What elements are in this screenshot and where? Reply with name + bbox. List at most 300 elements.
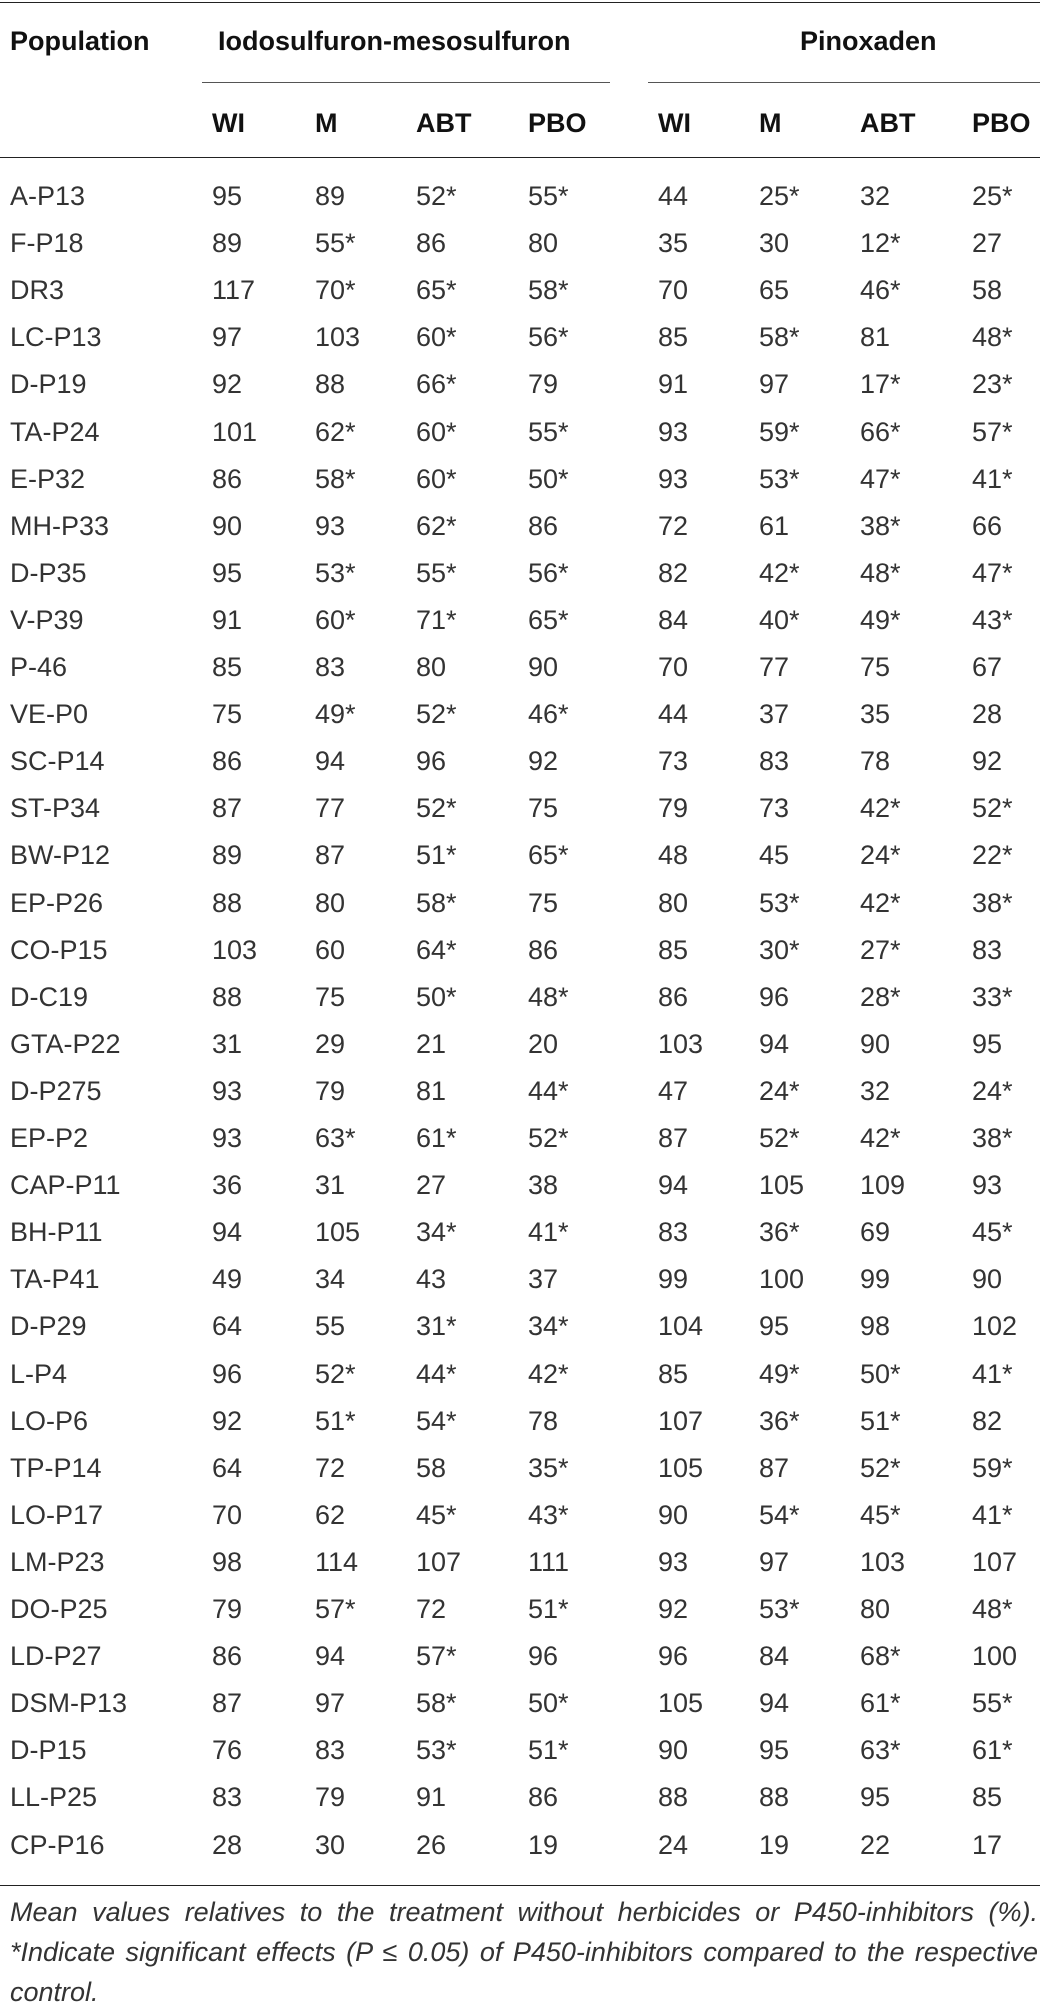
cell-population: LC-P13 bbox=[10, 322, 102, 352]
cell-abt-iodo: 58* bbox=[416, 888, 457, 918]
group-rule-pinoxaden bbox=[648, 82, 1040, 83]
cell-abt-iodo: 50* bbox=[416, 982, 457, 1012]
cell-wi-pinox: 35 bbox=[658, 228, 689, 258]
cell-abt-pinox: 69 bbox=[860, 1217, 891, 1247]
group-rule-iodosulfuron bbox=[202, 82, 610, 83]
cell-abt-pinox: 46* bbox=[860, 275, 901, 305]
subheader-abt-2: ABT bbox=[860, 108, 916, 138]
cell-abt-pinox: 42* bbox=[860, 1123, 901, 1153]
cell-wi-pinox: 91 bbox=[658, 369, 689, 399]
cell-pbo-pinox: 22* bbox=[972, 840, 1013, 870]
cell-m-iodo: 105 bbox=[315, 1217, 361, 1247]
cell-wi-pinox: 103 bbox=[658, 1029, 704, 1059]
cell-abt-pinox: 17* bbox=[860, 369, 901, 399]
cell-population: F-P18 bbox=[10, 228, 84, 258]
cell-m-pinox: 96 bbox=[759, 982, 790, 1012]
cell-population: D-P19 bbox=[10, 369, 87, 399]
cell-m-pinox: 87 bbox=[759, 1453, 790, 1483]
cell-wi-pinox: 83 bbox=[658, 1217, 689, 1247]
cell-m-iodo: 51* bbox=[315, 1406, 356, 1436]
cell-abt-iodo: 62* bbox=[416, 511, 457, 541]
cell-pbo-pinox: 48* bbox=[972, 322, 1013, 352]
cell-wi-iodo: 98 bbox=[212, 1547, 243, 1577]
cell-m-pinox: 40* bbox=[759, 605, 800, 635]
cell-abt-pinox: 66* bbox=[860, 417, 901, 447]
cell-m-iodo: 52* bbox=[315, 1359, 356, 1389]
cell-wi-iodo: 93 bbox=[212, 1123, 243, 1153]
cell-m-iodo: 89 bbox=[315, 181, 346, 211]
cell-wi-pinox: 85 bbox=[658, 935, 689, 965]
cell-pbo-iodo: 86 bbox=[528, 1782, 559, 1812]
cell-pbo-iodo: 41* bbox=[528, 1217, 569, 1247]
header-rule bbox=[0, 157, 1040, 158]
cell-pbo-iodo: 80 bbox=[528, 228, 559, 258]
cell-abt-iodo: 60* bbox=[416, 417, 457, 447]
cell-abt-iodo: 52* bbox=[416, 181, 457, 211]
cell-m-pinox: 30* bbox=[759, 935, 800, 965]
cell-abt-pinox: 28* bbox=[860, 982, 901, 1012]
cell-abt-iodo: 21 bbox=[416, 1029, 447, 1059]
table-footnote: Mean values relatives to the treatment without herbicides or P450-inhibitors (%). *Indicate significant effects (P ≤ 0.05) of P450-inhibitors compared to the respective control. bbox=[10, 1897, 1038, 2007]
cell-abt-pinox: 78 bbox=[860, 746, 891, 776]
cell-abt-pinox: 52* bbox=[860, 1453, 901, 1483]
cell-wi-iodo: 87 bbox=[212, 1688, 243, 1718]
cell-m-iodo: 83 bbox=[315, 652, 346, 682]
cell-pbo-iodo: 42* bbox=[528, 1359, 569, 1389]
cell-population: DR3 bbox=[10, 275, 65, 305]
cell-abt-pinox: 50* bbox=[860, 1359, 901, 1389]
cell-m-pinox: 24* bbox=[759, 1076, 800, 1106]
cell-abt-iodo: 45* bbox=[416, 1500, 457, 1530]
cell-m-pinox: 49* bbox=[759, 1359, 800, 1389]
cell-abt-pinox: 32 bbox=[860, 1076, 891, 1106]
cell-abt-iodo: 81 bbox=[416, 1076, 447, 1106]
subheader-pbo-1: PBO bbox=[528, 108, 587, 138]
cell-population: A-P13 bbox=[10, 181, 86, 211]
cell-wi-iodo: 75 bbox=[212, 699, 243, 729]
subheader-wi-2: WI bbox=[658, 108, 691, 138]
cell-abt-iodo: 52* bbox=[416, 793, 457, 823]
cell-abt-pinox: 47* bbox=[860, 464, 901, 494]
cell-pbo-pinox: 57* bbox=[972, 417, 1013, 447]
cell-pbo-iodo: 56* bbox=[528, 558, 569, 588]
cell-abt-pinox: 61* bbox=[860, 1688, 901, 1718]
cell-m-pinox: 53* bbox=[759, 888, 800, 918]
cell-pbo-iodo: 65* bbox=[528, 605, 569, 635]
cell-pbo-iodo: 86 bbox=[528, 511, 559, 541]
cell-wi-pinox: 44 bbox=[658, 181, 689, 211]
cell-abt-iodo: 51* bbox=[416, 840, 457, 870]
cell-population: D-P15 bbox=[10, 1735, 87, 1765]
cell-m-iodo: 80 bbox=[315, 888, 346, 918]
cell-pbo-pinox: 55* bbox=[972, 1688, 1013, 1718]
cell-wi-pinox: 94 bbox=[658, 1170, 689, 1200]
cell-population: CO-P15 bbox=[10, 935, 108, 965]
cell-wi-pinox: 47 bbox=[658, 1076, 689, 1106]
cell-abt-iodo: 65* bbox=[416, 275, 457, 305]
top-rule bbox=[0, 2, 1040, 3]
cell-abt-iodo: 72 bbox=[416, 1594, 447, 1624]
group-header-pinoxaden: Pinoxaden bbox=[800, 26, 937, 56]
cell-pbo-iodo: 52* bbox=[528, 1123, 569, 1153]
cell-abt-iodo: 61* bbox=[416, 1123, 457, 1153]
cell-wi-iodo: 36 bbox=[212, 1170, 243, 1200]
cell-m-pinox: 19 bbox=[759, 1830, 790, 1860]
cell-wi-iodo: 88 bbox=[212, 982, 243, 1012]
cell-pbo-pinox: 107 bbox=[972, 1547, 1018, 1577]
cell-pbo-pinox: 24* bbox=[972, 1076, 1013, 1106]
cell-pbo-pinox: 41* bbox=[972, 1359, 1013, 1389]
cell-m-pinox: 42* bbox=[759, 558, 800, 588]
cell-pbo-pinox: 25* bbox=[972, 181, 1013, 211]
cell-population: LO-P17 bbox=[10, 1500, 104, 1530]
cell-pbo-pinox: 95 bbox=[972, 1029, 1003, 1059]
cell-abt-pinox: 109 bbox=[860, 1170, 906, 1200]
cell-abt-iodo: 58 bbox=[416, 1453, 447, 1483]
cell-pbo-pinox: 59* bbox=[972, 1453, 1013, 1483]
bottom-rule bbox=[0, 1885, 1040, 1886]
cell-abt-iodo: 31* bbox=[416, 1311, 457, 1341]
cell-pbo-pinox: 66 bbox=[972, 511, 1003, 541]
cell-m-iodo: 88 bbox=[315, 369, 346, 399]
cell-population: D-P35 bbox=[10, 558, 87, 588]
cell-wi-iodo: 91 bbox=[212, 605, 243, 635]
cell-pbo-iodo: 79 bbox=[528, 369, 559, 399]
cell-m-pinox: 77 bbox=[759, 652, 790, 682]
cell-abt-pinox: 80 bbox=[860, 1594, 891, 1624]
cell-population: TA-P24 bbox=[10, 417, 100, 447]
cell-m-iodo: 31 bbox=[315, 1170, 346, 1200]
cell-wi-pinox: 105 bbox=[658, 1453, 704, 1483]
cell-pbo-iodo: 35* bbox=[528, 1453, 569, 1483]
subheader-m-2: M bbox=[759, 108, 782, 138]
cell-pbo-pinox: 83 bbox=[972, 935, 1003, 965]
cell-abt-iodo: 26 bbox=[416, 1830, 447, 1860]
cell-pbo-iodo: 50* bbox=[528, 1688, 569, 1718]
cell-abt-pinox: 63* bbox=[860, 1735, 901, 1765]
cell-pbo-iodo: 75 bbox=[528, 888, 559, 918]
cell-wi-pinox: 85 bbox=[658, 322, 689, 352]
cell-pbo-iodo: 90 bbox=[528, 652, 559, 682]
cell-wi-pinox: 90 bbox=[658, 1500, 689, 1530]
cell-pbo-pinox: 41* bbox=[972, 1500, 1013, 1530]
cell-wi-iodo: 90 bbox=[212, 511, 243, 541]
cell-m-iodo: 70* bbox=[315, 275, 356, 305]
cell-m-pinox: 36* bbox=[759, 1217, 800, 1247]
cell-pbo-iodo: 96 bbox=[528, 1641, 559, 1671]
cell-pbo-iodo: 20 bbox=[528, 1029, 559, 1059]
cell-m-iodo: 93 bbox=[315, 511, 346, 541]
cell-m-iodo: 55 bbox=[315, 1311, 346, 1341]
cell-population: L-P4 bbox=[10, 1359, 68, 1389]
cell-population: LM-P23 bbox=[10, 1547, 105, 1577]
cell-abt-iodo: 71* bbox=[416, 605, 457, 635]
cell-m-pinox: 45 bbox=[759, 840, 790, 870]
cell-abt-iodo: 55* bbox=[416, 558, 457, 588]
cell-abt-iodo: 64* bbox=[416, 935, 457, 965]
cell-abt-pinox: 12* bbox=[860, 228, 901, 258]
cell-pbo-iodo: 46* bbox=[528, 699, 569, 729]
cell-population: DO-P25 bbox=[10, 1594, 108, 1624]
cell-wi-pinox: 80 bbox=[658, 888, 689, 918]
cell-population: VE-P0 bbox=[10, 699, 89, 729]
cell-wi-iodo: 92 bbox=[212, 1406, 243, 1436]
cell-m-pinox: 54* bbox=[759, 1500, 800, 1530]
cell-pbo-iodo: 55* bbox=[528, 417, 569, 447]
cell-wi-iodo: 89 bbox=[212, 228, 243, 258]
cell-m-pinox: 53* bbox=[759, 464, 800, 494]
cell-pbo-pinox: 27 bbox=[972, 228, 1003, 258]
cell-abt-pinox: 75 bbox=[860, 652, 891, 682]
cell-m-iodo: 77 bbox=[315, 793, 346, 823]
cell-pbo-pinox: 61* bbox=[972, 1735, 1013, 1765]
cell-pbo-pinox: 58 bbox=[972, 275, 1003, 305]
subheader-m-1: M bbox=[315, 108, 338, 138]
cell-population: DSM-P13 bbox=[10, 1688, 128, 1718]
cell-m-pinox: 36* bbox=[759, 1406, 800, 1436]
cell-pbo-iodo: 34* bbox=[528, 1311, 569, 1341]
cell-m-iodo: 60* bbox=[315, 605, 356, 635]
cell-wi-pinox: 70 bbox=[658, 275, 689, 305]
cell-wi-pinox: 90 bbox=[658, 1735, 689, 1765]
cell-wi-pinox: 70 bbox=[658, 652, 689, 682]
cell-pbo-iodo: 50* bbox=[528, 464, 569, 494]
cell-wi-iodo: 79 bbox=[212, 1594, 243, 1624]
cell-wi-iodo: 87 bbox=[212, 793, 243, 823]
cell-population: BH-P11 bbox=[10, 1217, 103, 1247]
cell-pbo-pinox: 102 bbox=[972, 1311, 1018, 1341]
cell-m-pinox: 61 bbox=[759, 511, 790, 541]
cell-m-iodo: 87 bbox=[315, 840, 346, 870]
cell-m-pinox: 84 bbox=[759, 1641, 790, 1671]
cell-abt-iodo: 60* bbox=[416, 464, 457, 494]
cell-population: E-P32 bbox=[10, 464, 86, 494]
cell-population: EP-P26 bbox=[10, 888, 104, 918]
cell-pbo-pinox: 100 bbox=[972, 1641, 1018, 1671]
cell-abt-pinox: 48* bbox=[860, 558, 901, 588]
cell-m-pinox: 88 bbox=[759, 1782, 790, 1812]
cell-population: GTA-P22 bbox=[10, 1029, 121, 1059]
cell-m-iodo: 62 bbox=[315, 1500, 346, 1530]
cell-m-iodo: 94 bbox=[315, 746, 346, 776]
cell-wi-iodo: 96 bbox=[212, 1359, 243, 1389]
cell-wi-pinox: 24 bbox=[658, 1830, 689, 1860]
cell-abt-pinox: 38* bbox=[860, 511, 901, 541]
cell-abt-pinox: 51* bbox=[860, 1406, 901, 1436]
cell-population: BW-P12 bbox=[10, 840, 111, 870]
cell-m-iodo: 55* bbox=[315, 228, 356, 258]
cell-m-pinox: 100 bbox=[759, 1264, 805, 1294]
cell-population: EP-P2 bbox=[10, 1123, 89, 1153]
cell-abt-pinox: 68* bbox=[860, 1641, 901, 1671]
cell-pbo-iodo: 44* bbox=[528, 1076, 569, 1106]
cell-abt-pinox: 45* bbox=[860, 1500, 901, 1530]
cell-m-pinox: 37 bbox=[759, 699, 790, 729]
cell-wi-pinox: 85 bbox=[658, 1359, 689, 1389]
cell-wi-pinox: 88 bbox=[658, 1782, 689, 1812]
cell-abt-iodo: 53* bbox=[416, 1735, 457, 1765]
cell-pbo-iodo: 51* bbox=[528, 1594, 569, 1624]
cell-m-iodo: 34 bbox=[315, 1264, 346, 1294]
cell-wi-iodo: 70 bbox=[212, 1500, 243, 1530]
cell-pbo-pinox: 17 bbox=[972, 1830, 1003, 1860]
cell-abt-iodo: 86 bbox=[416, 228, 447, 258]
cell-abt-pinox: 42* bbox=[860, 793, 901, 823]
cell-pbo-iodo: 51* bbox=[528, 1735, 569, 1765]
cell-abt-iodo: 80 bbox=[416, 652, 447, 682]
cell-wi-iodo: 76 bbox=[212, 1735, 243, 1765]
cell-population: MH-P33 bbox=[10, 511, 110, 541]
cell-abt-pinox: 27* bbox=[860, 935, 901, 965]
cell-abt-iodo: 58* bbox=[416, 1688, 457, 1718]
cell-pbo-iodo: 55* bbox=[528, 181, 569, 211]
cell-m-pinox: 95 bbox=[759, 1311, 790, 1341]
cell-abt-pinox: 22 bbox=[860, 1830, 891, 1860]
cell-m-pinox: 30 bbox=[759, 228, 790, 258]
cell-m-pinox: 97 bbox=[759, 1547, 790, 1577]
cell-abt-iodo: 54* bbox=[416, 1406, 457, 1436]
cell-pbo-pinox: 23* bbox=[972, 369, 1013, 399]
cell-m-pinox: 73 bbox=[759, 793, 790, 823]
cell-wi-iodo: 95 bbox=[212, 181, 243, 211]
cell-pbo-pinox: 48* bbox=[972, 1594, 1013, 1624]
cell-pbo-pinox: 85 bbox=[972, 1782, 1003, 1812]
cell-m-pinox: 25* bbox=[759, 181, 800, 211]
cell-wi-iodo: 95 bbox=[212, 558, 243, 588]
cell-m-iodo: 79 bbox=[315, 1076, 346, 1106]
cell-pbo-iodo: 56* bbox=[528, 322, 569, 352]
cell-m-pinox: 52* bbox=[759, 1123, 800, 1153]
cell-m-pinox: 105 bbox=[759, 1170, 805, 1200]
cell-m-iodo: 29 bbox=[315, 1029, 346, 1059]
cell-m-pinox: 58* bbox=[759, 322, 800, 352]
cell-abt-iodo: 107 bbox=[416, 1547, 462, 1577]
cell-wi-pinox: 72 bbox=[658, 511, 689, 541]
cell-m-iodo: 114 bbox=[315, 1547, 359, 1577]
cell-population: LO-P6 bbox=[10, 1406, 89, 1436]
cell-population: CAP-P11 bbox=[10, 1170, 121, 1200]
cell-pbo-iodo: 37 bbox=[528, 1264, 559, 1294]
cell-wi-iodo: 64 bbox=[212, 1311, 243, 1341]
cell-wi-iodo: 89 bbox=[212, 840, 243, 870]
cell-pbo-pinox: 43* bbox=[972, 605, 1013, 635]
cell-abt-pinox: 35 bbox=[860, 699, 891, 729]
cell-pbo-pinox: 92 bbox=[972, 746, 1003, 776]
cell-abt-iodo: 34* bbox=[416, 1217, 457, 1247]
cell-m-iodo: 60 bbox=[315, 935, 346, 965]
group-header-iodosulfuron-mesosulfuron: Iodosulfuron-mesosulfuron bbox=[218, 26, 571, 56]
cell-m-iodo: 83 bbox=[315, 1735, 346, 1765]
cell-pbo-iodo: 19 bbox=[528, 1830, 559, 1860]
cell-wi-iodo: 117 bbox=[212, 275, 256, 305]
cell-abt-iodo: 57* bbox=[416, 1641, 457, 1671]
cell-wi-iodo: 94 bbox=[212, 1217, 243, 1247]
cell-wi-iodo: 83 bbox=[212, 1782, 243, 1812]
cell-pbo-pinox: 47* bbox=[972, 558, 1013, 588]
cell-wi-iodo: 93 bbox=[212, 1076, 243, 1106]
cell-wi-iodo: 97 bbox=[212, 322, 243, 352]
cell-m-iodo: 62* bbox=[315, 417, 356, 447]
cell-pbo-pinox: 38* bbox=[972, 888, 1013, 918]
cell-wi-iodo: 28 bbox=[212, 1830, 243, 1860]
cell-wi-iodo: 103 bbox=[212, 935, 258, 965]
cell-abt-pinox: 24* bbox=[860, 840, 901, 870]
cell-abt-iodo: 66* bbox=[416, 369, 457, 399]
cell-m-iodo: 57* bbox=[315, 1594, 356, 1624]
cell-pbo-iodo: 92 bbox=[528, 746, 559, 776]
cell-abt-pinox: 81 bbox=[860, 322, 891, 352]
cell-abt-pinox: 49* bbox=[860, 605, 901, 635]
cell-pbo-pinox: 33* bbox=[972, 982, 1013, 1012]
cell-wi-iodo: 92 bbox=[212, 369, 243, 399]
cell-wi-pinox: 87 bbox=[658, 1123, 689, 1153]
cell-pbo-iodo: 38 bbox=[528, 1170, 559, 1200]
cell-m-pinox: 95 bbox=[759, 1735, 790, 1765]
cell-m-pinox: 83 bbox=[759, 746, 790, 776]
cell-abt-pinox: 98 bbox=[860, 1311, 891, 1341]
cell-wi-pinox: 99 bbox=[658, 1264, 689, 1294]
cell-pbo-iodo: 78 bbox=[528, 1406, 559, 1436]
cell-wi-iodo: 86 bbox=[212, 464, 243, 494]
cell-m-iodo: 75 bbox=[315, 982, 346, 1012]
cell-wi-pinox: 93 bbox=[658, 417, 689, 447]
cell-pbo-pinox: 45* bbox=[972, 1217, 1013, 1247]
cell-wi-iodo: 86 bbox=[212, 746, 243, 776]
cell-population: P-46 bbox=[10, 652, 68, 682]
cell-wi-iodo: 49 bbox=[212, 1264, 243, 1294]
cell-wi-iodo: 31 bbox=[212, 1029, 243, 1059]
cell-m-iodo: 30 bbox=[315, 1830, 346, 1860]
cell-pbo-pinox: 82 bbox=[972, 1406, 1003, 1436]
cell-wi-pinox: 107 bbox=[658, 1406, 704, 1436]
cell-wi-iodo: 64 bbox=[212, 1453, 243, 1483]
cell-wi-iodo: 85 bbox=[212, 652, 243, 682]
cell-wi-pinox: 82 bbox=[658, 558, 689, 588]
cell-pbo-pinox: 90 bbox=[972, 1264, 1003, 1294]
cell-pbo-pinox: 67 bbox=[972, 652, 1003, 682]
cell-m-pinox: 97 bbox=[759, 369, 790, 399]
cell-population: LL-P25 bbox=[10, 1782, 98, 1812]
cell-pbo-iodo: 48* bbox=[528, 982, 569, 1012]
cell-m-pinox: 94 bbox=[759, 1688, 790, 1718]
cell-pbo-pinox: 93 bbox=[972, 1170, 1003, 1200]
cell-population: LD-P27 bbox=[10, 1641, 102, 1671]
cell-pbo-pinox: 52* bbox=[972, 793, 1013, 823]
cell-pbo-pinox: 41* bbox=[972, 464, 1013, 494]
cell-abt-iodo: 44* bbox=[416, 1359, 457, 1389]
cell-pbo-iodo: 111 bbox=[528, 1547, 570, 1577]
cell-wi-pinox: 92 bbox=[658, 1594, 689, 1624]
cell-pbo-iodo: 75 bbox=[528, 793, 559, 823]
cell-wi-pinox: 105 bbox=[658, 1688, 704, 1718]
cell-m-iodo: 79 bbox=[315, 1782, 346, 1812]
cell-m-iodo: 94 bbox=[315, 1641, 346, 1671]
subheader-pbo-2: PBO bbox=[972, 108, 1031, 138]
cell-m-iodo: 58* bbox=[315, 464, 356, 494]
cell-m-iodo: 53* bbox=[315, 558, 356, 588]
cell-abt-pinox: 90 bbox=[860, 1029, 891, 1059]
cell-population: TP-P14 bbox=[10, 1453, 102, 1483]
cell-abt-pinox: 95 bbox=[860, 1782, 891, 1812]
cell-wi-pinox: 93 bbox=[658, 464, 689, 494]
cell-wi-iodo: 101 bbox=[212, 417, 258, 447]
cell-wi-pinox: 96 bbox=[658, 1641, 689, 1671]
cell-wi-pinox: 48 bbox=[658, 840, 689, 870]
cell-m-pinox: 94 bbox=[759, 1029, 790, 1059]
cell-population: SC-P14 bbox=[10, 746, 105, 776]
cell-m-iodo: 97 bbox=[315, 1688, 346, 1718]
cell-m-iodo: 103 bbox=[315, 322, 361, 352]
